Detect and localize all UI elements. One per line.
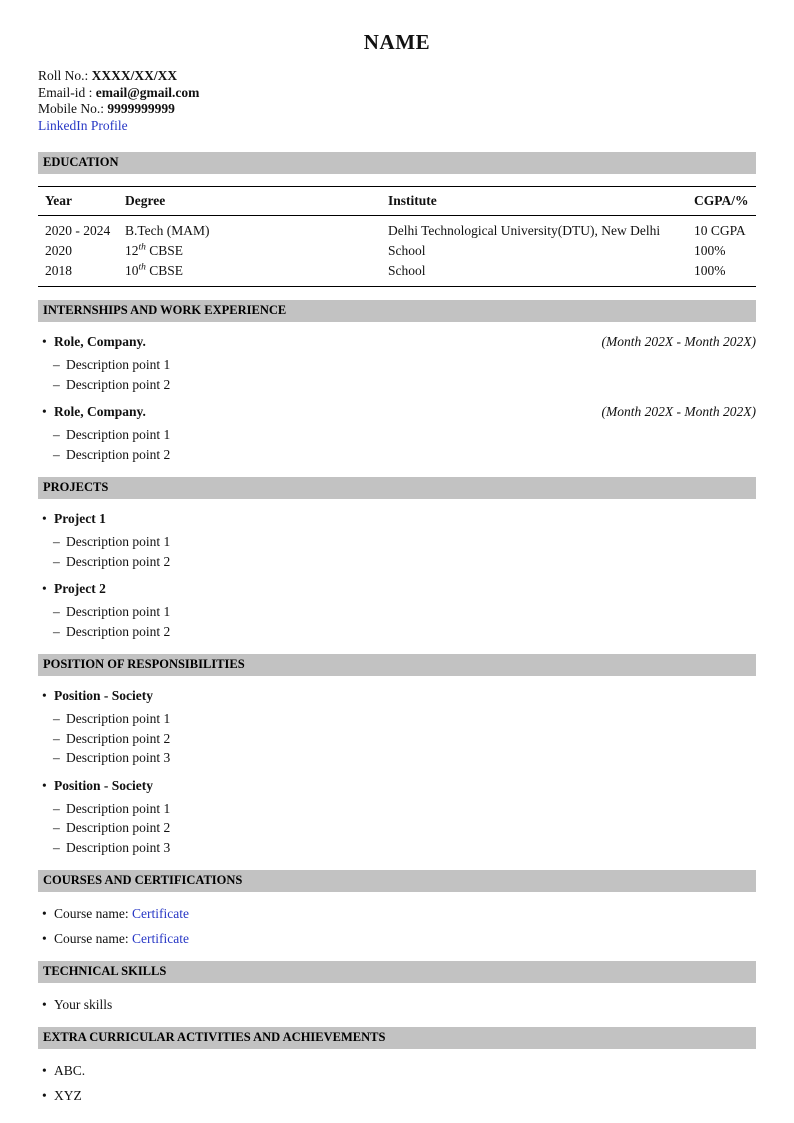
description-text: Description point 2: [66, 623, 171, 639]
section-title: INTERNSHIPS AND WORK EXPERIENCE: [43, 303, 287, 317]
date-range: (Month 202X - Month 202X): [601, 334, 756, 349]
roll-number-line: [38, 68, 756, 85]
bullet-icon: •: [42, 511, 47, 526]
dash-icon: –: [53, 534, 60, 549]
education-row: [38, 261, 756, 287]
page-title: NAME: [363, 30, 431, 54]
description-point: [38, 799, 756, 819]
description-point: [38, 818, 756, 838]
mobile-label: Mobile No.:: [38, 101, 104, 116]
section-header-education: [38, 152, 756, 174]
degree-cell: 10th CBSE: [125, 262, 184, 278]
course-item: [38, 929, 756, 948]
bullet-icon: •: [42, 997, 47, 1012]
dash-icon: –: [53, 427, 60, 442]
description-text: Description point 2: [66, 553, 171, 569]
section-header-experience: [38, 300, 756, 322]
project-item: [38, 581, 756, 641]
description-text: Description point 2: [66, 376, 171, 392]
dash-icon: –: [53, 376, 60, 392]
description-text: Description point 1: [66, 800, 171, 816]
description-text: Description point 2: [66, 820, 171, 835]
dash-icon: –: [53, 604, 60, 619]
description-point: [38, 425, 756, 445]
section-title: COURSES AND CERTIFICATIONS: [43, 873, 243, 887]
column-header-degree: Degree: [125, 187, 388, 216]
role-company: Role, Company.: [54, 334, 146, 349]
experience-item-head: [38, 334, 756, 350]
description-point: [38, 445, 756, 465]
description-point: [38, 729, 756, 749]
section-header-skills: [38, 961, 756, 983]
position-item-head: [38, 688, 756, 704]
project-name: Project 1: [54, 511, 106, 526]
bullet-icon: •: [42, 1088, 47, 1103]
education-row: [38, 241, 756, 261]
bullet-icon: •: [42, 334, 47, 349]
year-cell: 2018: [45, 263, 72, 278]
description-point: [38, 532, 756, 552]
education-row: [38, 216, 756, 242]
date-range: (Month 202X - Month 202X): [601, 404, 756, 419]
bullet-icon: •: [42, 688, 47, 703]
column-header-score: CGPA/%: [694, 187, 756, 216]
dash-icon: –: [53, 623, 60, 639]
dash-icon: –: [53, 750, 60, 765]
experience-item: [38, 404, 756, 464]
dash-icon: –: [53, 730, 60, 746]
description-point: [38, 355, 756, 375]
institute-cell: School: [388, 263, 426, 278]
section-header-projects: [38, 477, 756, 499]
section-title: EXTRA CURRICULAR ACTIVITIES AND ACHIEVEMENTS: [43, 1030, 386, 1044]
description-text: Description point 3: [66, 750, 171, 765]
year-cell: 2020: [45, 243, 72, 258]
email-line: [38, 85, 756, 102]
extra-text: XYZ: [54, 1088, 82, 1103]
project-item-head: [38, 581, 756, 597]
score-cell: 10 CGPA: [694, 223, 746, 238]
dash-icon: –: [53, 446, 60, 462]
skill-text: Your skills: [54, 997, 113, 1012]
email-value: email@gmail.com: [95, 84, 200, 100]
linkedin-link[interactable]: LinkedIn Profile: [38, 117, 128, 133]
email-label: Email-id :: [38, 84, 93, 100]
section-title: TECHNICAL SKILLS: [43, 964, 167, 978]
description-text: Description point 1: [66, 534, 171, 549]
degree-cell: 12th CBSE: [125, 242, 184, 258]
bullet-icon: •: [42, 931, 47, 946]
institute-cell: School: [388, 243, 426, 258]
description-text: Description point 2: [66, 730, 171, 746]
project-name: Project 2: [54, 581, 106, 596]
extra-text: ABC.: [54, 1063, 86, 1078]
mobile-line: [38, 101, 756, 118]
skill-item: [38, 995, 756, 1014]
description-point: [38, 709, 756, 729]
column-header-institute: Institute: [388, 187, 694, 216]
description-text: Description point 3: [66, 839, 171, 855]
extra-item: [38, 1061, 756, 1080]
roll-value: XXXX/XX/XX: [91, 68, 178, 83]
course-label: Course name:: [54, 906, 129, 921]
role-company: Role, Company.: [54, 404, 146, 419]
position-item-head: [38, 778, 756, 794]
section-title: POSITION OF RESPONSIBILITIES: [43, 657, 245, 671]
dash-icon: –: [53, 711, 60, 726]
education-header-row: [38, 187, 756, 216]
linkedin-line: [38, 118, 756, 135]
position-name: Position - Society: [54, 777, 153, 793]
mobile-value: 9999999999: [107, 101, 175, 116]
roll-label: Roll No.:: [38, 68, 89, 83]
year-cell: 2020 - 2024: [45, 223, 111, 238]
bullet-icon: •: [42, 777, 47, 793]
position-item: [38, 778, 756, 858]
description-point: [38, 622, 756, 642]
section-title: EDUCATION: [43, 155, 119, 169]
description-point: [38, 375, 756, 395]
bullet-icon: •: [42, 404, 47, 419]
contact-block: [38, 68, 756, 134]
description-point: [38, 602, 756, 622]
score-cell: 100%: [694, 243, 726, 258]
description-point: [38, 748, 756, 768]
position-name: Position - Society: [54, 688, 153, 703]
experience-item-head: [38, 404, 756, 420]
section-title: PROJECTS: [43, 480, 109, 494]
section-header-positions: [38, 654, 756, 676]
description-text: Description point 1: [66, 357, 171, 372]
dash-icon: –: [53, 839, 60, 855]
dash-icon: –: [53, 357, 60, 372]
certificate-link[interactable]: Certificate: [131, 906, 189, 921]
description-text: Description point 2: [66, 446, 171, 462]
project-item-head: [38, 511, 756, 527]
superscript: th: [138, 262, 146, 273]
dash-icon: –: [53, 553, 60, 569]
score-cell: 100%: [694, 263, 726, 278]
course-item: [38, 904, 756, 923]
bullet-icon: •: [42, 581, 47, 596]
extra-item: [38, 1086, 756, 1105]
degree-cell: B.Tech (MAM): [125, 223, 210, 238]
dash-icon: –: [53, 820, 60, 835]
bullet-icon: •: [42, 1063, 47, 1078]
description-point: [38, 552, 756, 572]
course-label: Course name:: [54, 931, 129, 946]
section-header-extras: [38, 1027, 756, 1049]
experience-item: [38, 334, 756, 394]
dash-icon: –: [53, 800, 60, 816]
description-point: [38, 838, 756, 858]
column-header-year: Year: [38, 187, 125, 216]
position-item: [38, 688, 756, 768]
description-text: Description point 1: [66, 427, 171, 442]
section-header-courses: [38, 870, 756, 892]
bullet-icon: •: [42, 906, 47, 921]
education-table: [38, 186, 756, 287]
description-text: Description point 1: [66, 711, 171, 726]
project-item: [38, 511, 756, 571]
description-text: Description point 1: [66, 604, 171, 619]
certificate-link[interactable]: Certificate: [131, 931, 189, 946]
institute-cell: Delhi Technological University(DTU), New Delhi: [388, 223, 661, 238]
superscript: th: [138, 242, 146, 253]
